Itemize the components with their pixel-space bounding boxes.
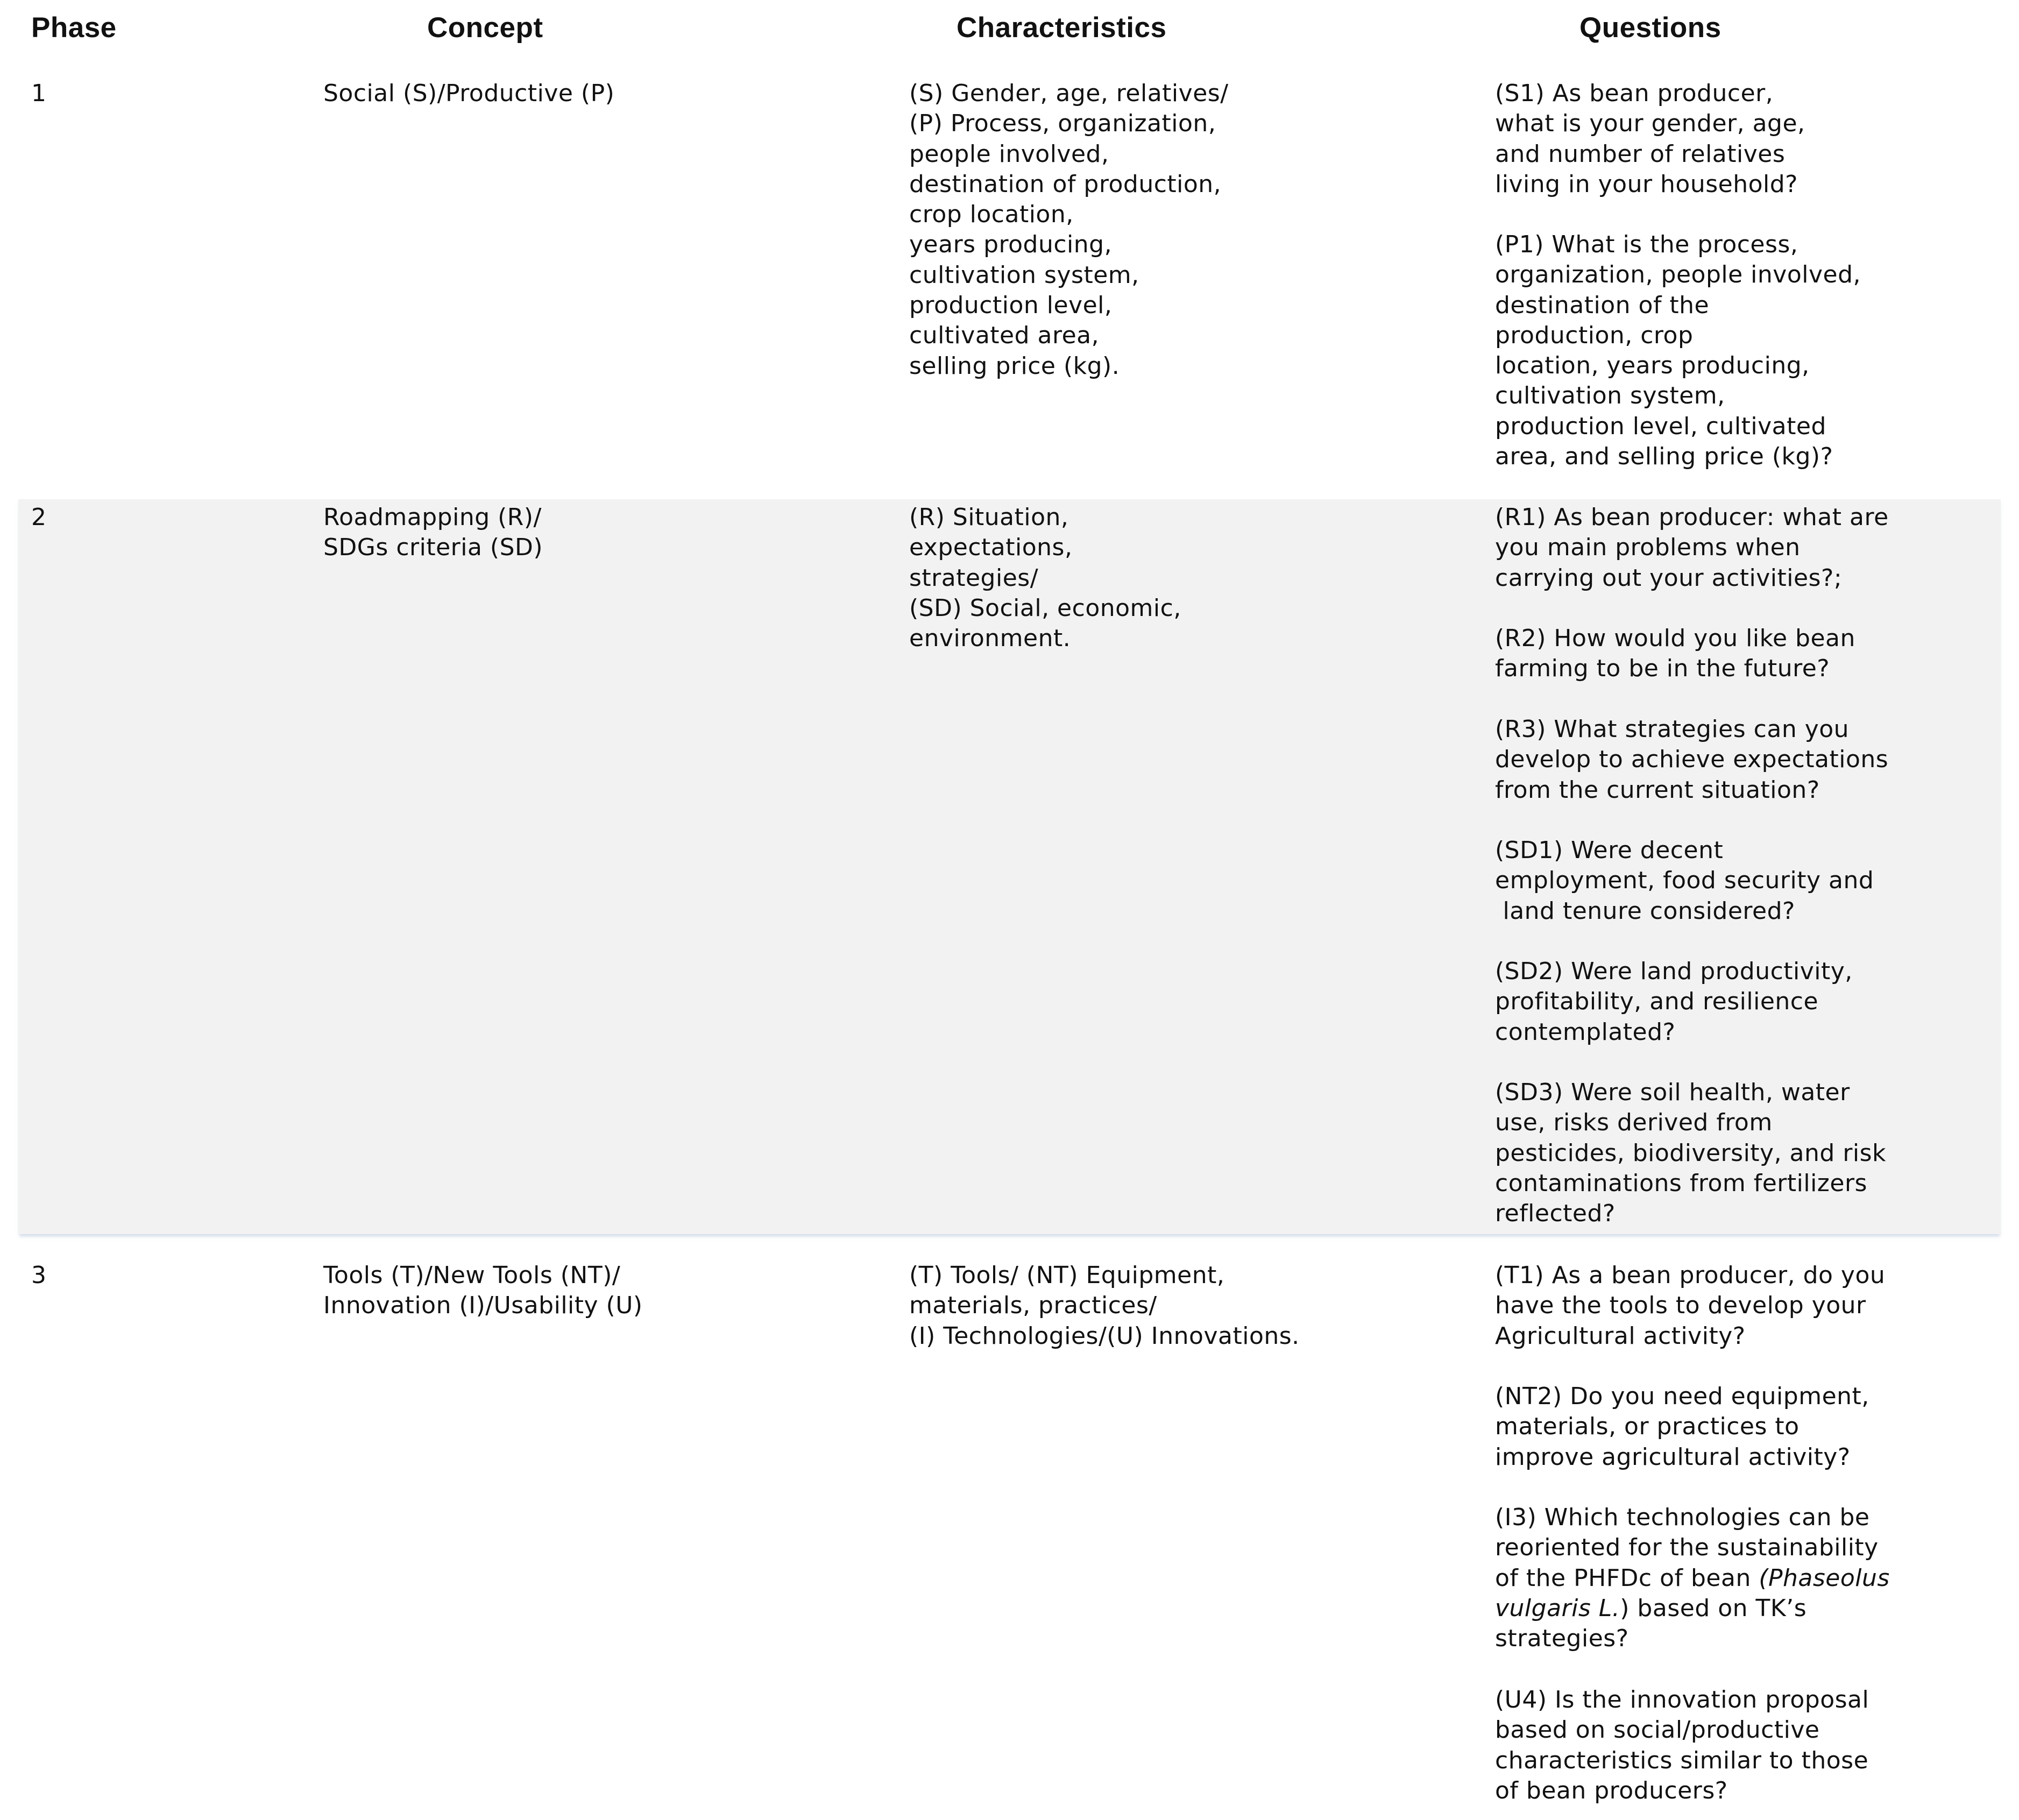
row-3-question-i3-before: (I3) Which technologies can be reoriented for the sustainability of the PHFDc of bean — [1495, 1504, 1879, 1592]
header-phase: Phase — [31, 12, 117, 44]
row-3-question-nt2: (NT2) Do you need equipment, materials, or practices to improve agricultural activity? — [1495, 1383, 1869, 1471]
row-3-question-i3-after: ) based on TK’s strategies? — [1495, 1594, 1807, 1653]
header-concept: Concept — [427, 12, 543, 44]
row-3-question-i3-species: (Phaseolus vulgaris L. — [1495, 1564, 1890, 1622]
row-2-question-sd2: (SD2) Were land productivity, profitability, and resilience contemplated? — [1495, 958, 1853, 1046]
row-1-question-p1: (P1) What is the process, organization, people involved, destination of the production, crop location, years producing, cultivation system, production level, cultivated area, and selling price (kg)? — [1495, 231, 1861, 471]
row-2-question-r3: (R3) What strategies can you develop to achieve expectations from the current situation? — [1495, 716, 1889, 804]
row-2-question-sd1: (SD1) Were decent employment, food security and land tenure considered? — [1495, 837, 1874, 925]
row-2-question-r2: (R2) How would you like bean farming to be in the future? — [1495, 625, 1855, 683]
row-3-question-u4: (U4) Is the innovation proposal based on social/productive characteristics similar to those of bean producers? — [1495, 1686, 1869, 1804]
row-1-concept: Social (S)/Productive (P) — [323, 80, 615, 107]
row-3-question-t1: (T1) As a bean producer, do you have the tools to develop your Agricultural activity? — [1495, 1262, 1886, 1350]
row-3-phase: 3 — [31, 1262, 47, 1289]
row-3-characteristics: (T) Tools/ (NT) Equipment, materials, practices/ (I) Technologies/(U) Innovations. — [909, 1262, 1300, 1350]
row-1-question-s1: (S1) As bean producer, what is your gender, age, and number of relatives living in your household? — [1495, 80, 1805, 198]
row-3-question-i3 — [1495, 1503, 1890, 1654]
header-questions: Questions — [1579, 12, 1722, 44]
row-2-characteristics: (R) Situation, expectations, strategies/ (SD) Social, economic, environment. — [909, 504, 1181, 653]
row-1-phase: 1 — [31, 80, 47, 107]
row-2-question-r1: (R1) As bean producer: what are you main problems when carrying out your activities?; — [1495, 504, 1889, 592]
row-1-characteristics: (S) Gender, age, relatives/ (P) Process, organization, people involved, destination of production, crop location, years producing, cultivation system, production level, cultivated area, selling price (kg). — [909, 80, 1229, 380]
row-2-concept: Roadmapping (R)/ SDGs criteria (SD) — [323, 504, 543, 562]
row-2-question-sd3: (SD3) Were soil health, water use, risks derived from pesticides, biodiversity, and risk contaminations from fertilizers reflected? — [1495, 1079, 1887, 1228]
row-2-phase: 2 — [31, 504, 47, 531]
header-characteristics: Characteristics — [957, 12, 1167, 44]
row-3-concept: Tools (T)/New Tools (NT)/ Innovation (I)/Usability (U) — [323, 1262, 643, 1320]
